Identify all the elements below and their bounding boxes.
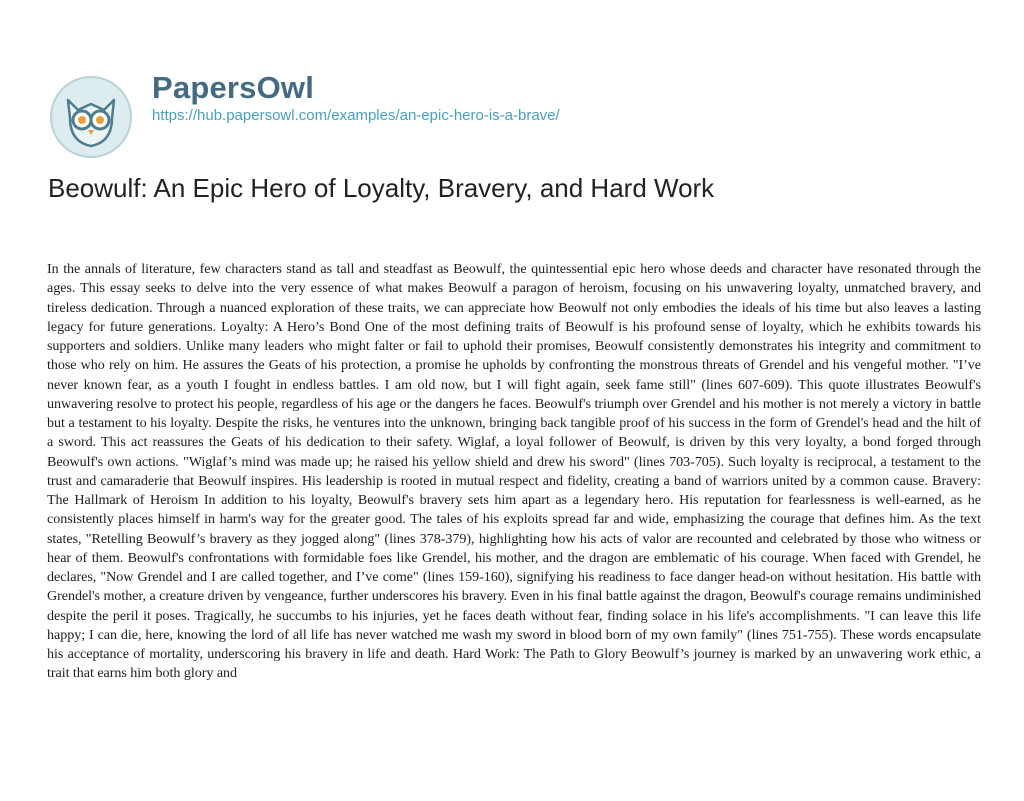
- essay-title: Beowulf: An Epic Hero of Loyalty, Bravery, and Hard Work: [48, 173, 715, 203]
- source-url-link[interactable]: https://hub.papersowl.com/examples/an-epic-hero-is-a-brave/: [152, 107, 560, 124]
- site-header: [48, 60, 978, 140]
- owl-icon: [48, 74, 134, 160]
- essay-body: In the annals of literature, few characters stand as tall and steadfast as Beowulf, the quintessential epic hero whose deeds and character have resonated through the ages. This essay seeks to delve into the very essence of what makes Beowulf a paragon of heroism, focusing on his unwavering loyalty, unmatched bravery, and tireless dedication. Through a nuanced exploration of these traits, we can appreciate how Beowulf not only embodies the ideals of his time but also leaves a lasting legacy for future generations. Loyalty: A Hero’s Bond One of the most defining traits of Beowulf is his profound sense of loyalty, which he exhibits towards his supporters and soldiers. Unlike many leaders who might falter or fail to uphold their promises, Beowulf consistently demonstrates his integrity and commitment to those who rely on him. He assures the Geats of his protection, a promise he upholds by confronting the monstrous threats of Grendel and his vengeful mother. "I’ve never known fear, as a youth I fought in endless battles. I am old now, but I will fight again, seek fame still" (lines 607-609). This quote illustrates Beowulf's unwavering resolve to protect his people, regardless of his age or the dangers he faces. Beowulf's triumph over Grendel and his mother is not merely a victory in battle but a testament to his loyalty. Despite the risks, he ventures into the unknown, bringing back tangible proof of his success in the form of Grendel's head and the hilt of a sword. This act reassures the Geats of his dedication to their safety. Wiglaf, a loyal follower of Beowulf, is driven by this very loyalty, a bond forged through Beowulf's own actions. "Wiglaf’s mind was made up; he raised his yellow shield and drew his sword" (lines 703-705). Such loyalty is reciprocal, a testament to the trust and camaraderie that Beowulf inspires. His leadership is rooted in mutual respect and fidelity, creating a band of warriors united by a common cause. Bravery: The Hallmark of Heroism In addition to his loyalty, Beowulf's bravery sets him apart as a legendary hero. His reputation for fearlessness is well-earned, as he consistently places himself in harm's way for the greater good. The tales of his exploits spread far and wide, emphasizing the courage that defines him. As the text states, "Retelling Beowulf’s bravery as they jogged along" (lines 378-379), highlighting how his acts of valor are recounted and celebrated by those who witness or hear of them. Beowulf's confrontations with formidable foes like Grendel, his mother, and the dragon are emblematic of his courage. When faced with Grendel, he declares, "Now Grendel and I are called together, and I’ve come" (lines 159-160), signifying his readiness to face danger head-on without hesitation. His battle with Grendel's mother, a creature driven by vengeance, further underscores his bravery. Even in his final battle against the dragon, Beowulf's courage remains undiminished despite the peril it poses. Tragically, he succumbs to his injuries, yet he faces death without fear, finding solace in his life's accomplishments. "I can leave this life happy; I can die, here, knowing the lord of all life has never watched me wash my sword in blood born of my own family" (lines 751-755). These words encapsulate his acceptance of mortality, underscoring his bravery in life and death. Hard Work: The Path to Glory Beowulf’s journey is marked by an unwavering work ethic, a trait that earns him both glory and: [47, 261, 981, 682]
- brand-name[interactable]: PapersOwl: [152, 70, 315, 105]
